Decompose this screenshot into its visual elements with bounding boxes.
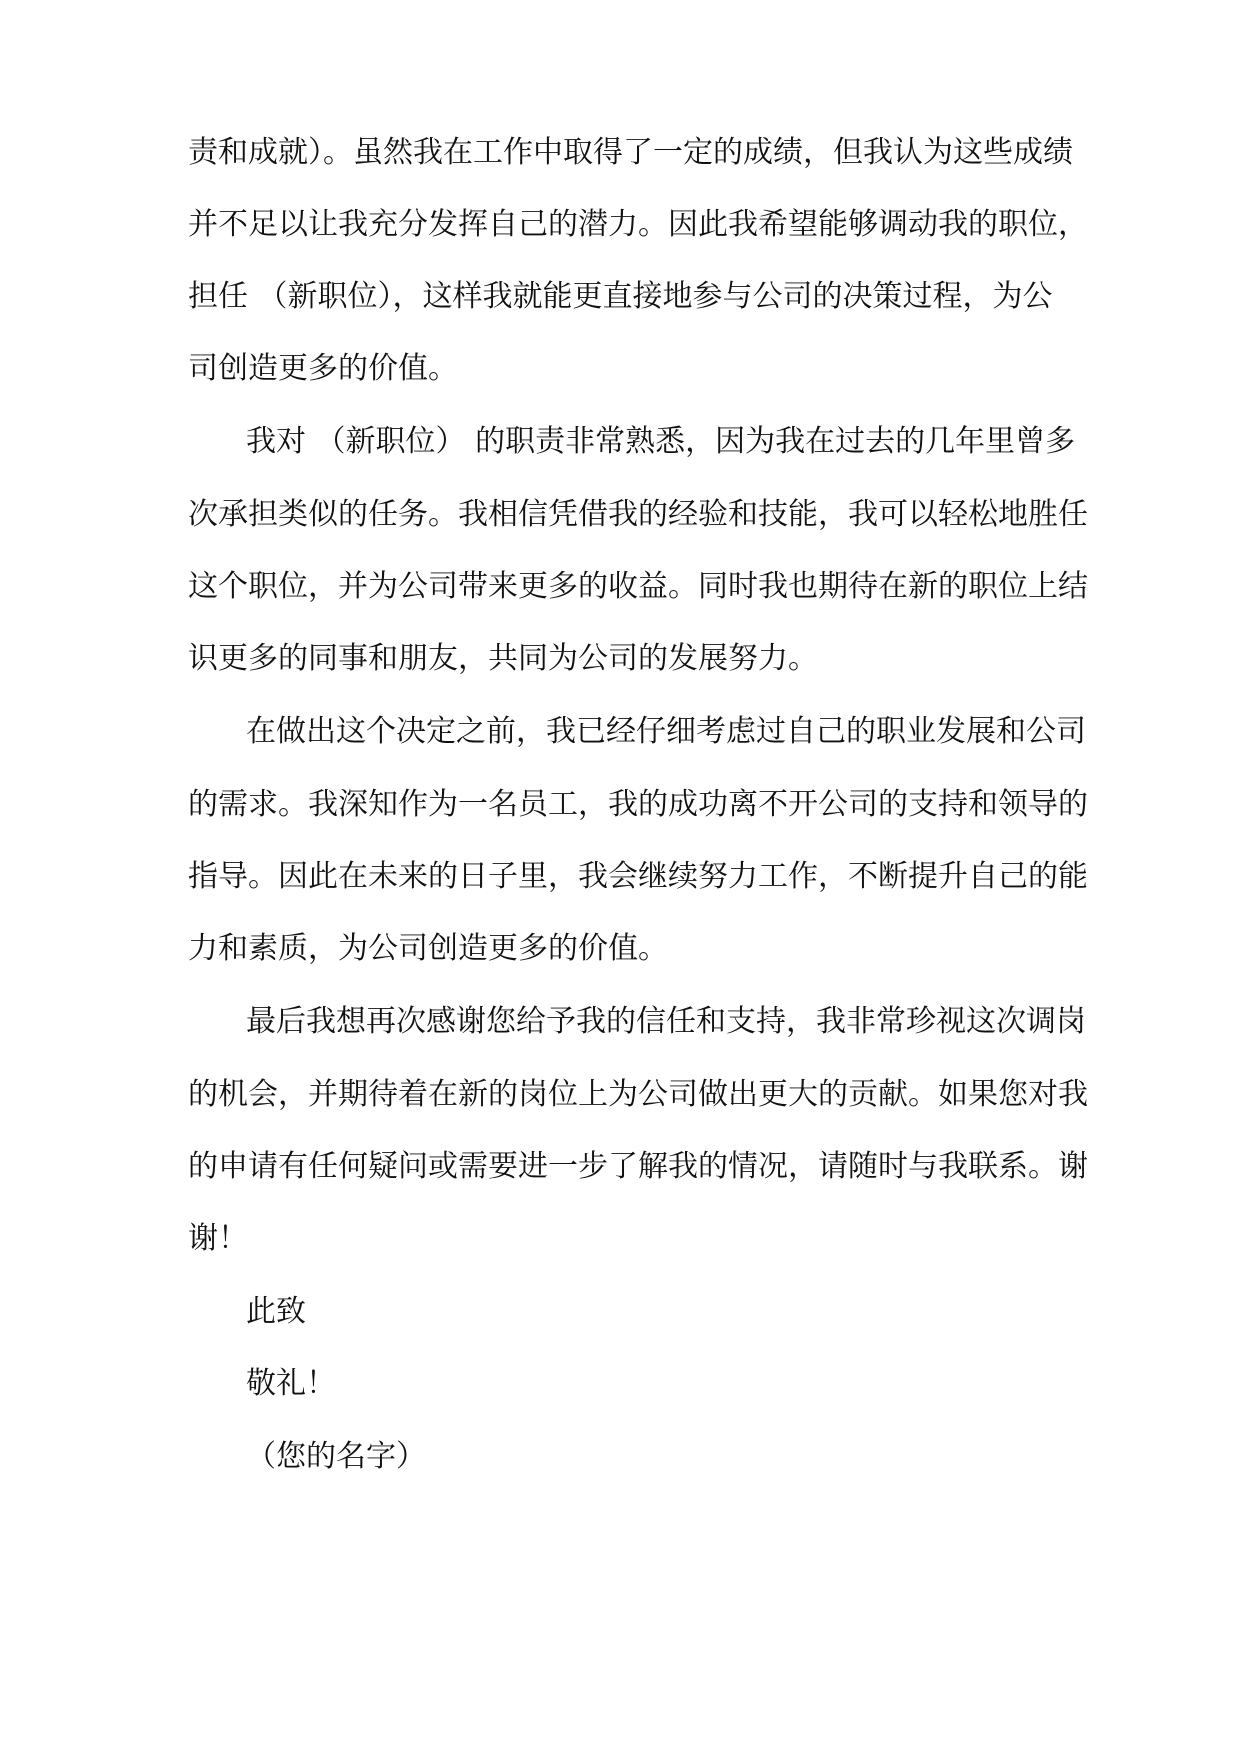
text-line-content: 的申请有任何疑问或需要进一步了解我的情况，请随时与我联系。谢 xyxy=(188,1149,1088,1184)
text-line xyxy=(0,1142,1241,1192)
closing-salutation xyxy=(0,1287,1241,1337)
text-line xyxy=(0,780,1241,830)
text-line xyxy=(0,128,1241,178)
signature-placeholder xyxy=(0,1432,1241,1482)
closing-salutation-text: 此致 xyxy=(246,1294,306,1329)
text-line-content: 并不足以让我充分发挥自己的潜力。因此我希望能够调动我的职位， xyxy=(188,207,1088,242)
text-line xyxy=(0,924,1241,974)
text-line xyxy=(0,1070,1241,1120)
text-line-content: 次承担类似的任务。我相信凭借我的经验和技能，我可以轻松地胜任 xyxy=(188,497,1088,532)
text-line-content: 指导。因此在未来的日子里，我会继续努力工作，不断提升自己的能 xyxy=(188,859,1088,894)
text-line-content: 的需求。我深知作为一名员工，我的成功离不开公司的支持和领导的 xyxy=(188,787,1088,822)
text-line-content: 担任 （新职位），这样我就能更直接地参与公司的决策过程，为公 xyxy=(188,279,1053,314)
text-line-content: 责和成就）。虽然我在工作中取得了一定的成绩，但我认为这些成绩 xyxy=(188,135,1073,170)
text-line xyxy=(0,490,1241,540)
text-line xyxy=(0,417,1241,467)
text-line xyxy=(0,562,1241,612)
text-line xyxy=(0,1214,1241,1264)
text-line-content: 最后我想再次感谢您给予我的信任和支持，我非常珍视这次调岗 xyxy=(246,1004,1086,1039)
text-line-content: 这个职位，并为公司带来更多的收益。同时我也期待在新的职位上结 xyxy=(188,569,1088,604)
text-line xyxy=(0,272,1241,322)
text-line-content: 识更多的同事和朋友，共同为公司的发展努力。 xyxy=(188,641,818,676)
text-line-content: 司创造更多的价值。 xyxy=(188,351,458,386)
text-line-content: 谢！ xyxy=(188,1221,248,1256)
text-line-content: 力和素质，为公司创造更多的价值。 xyxy=(188,931,668,966)
text-line xyxy=(0,344,1241,394)
text-line-content: 我对 （新职位） 的职责非常熟悉，因为我在过去的几年里曾多 xyxy=(246,424,1076,459)
signature-placeholder-text: （您的名字） xyxy=(246,1439,426,1474)
text-line xyxy=(0,997,1241,1047)
closing-regards xyxy=(0,1359,1241,1409)
text-line xyxy=(0,852,1241,902)
text-line xyxy=(0,634,1241,684)
text-line-content: 在做出这个决定之前，我已经仔细考虑过自己的职业发展和公司 xyxy=(246,714,1086,749)
closing-regards-text: 敬礼！ xyxy=(246,1366,336,1401)
text-line xyxy=(0,200,1241,250)
text-line xyxy=(0,707,1241,757)
text-line-content: 的机会，并期待着在新的岗位上为公司做出更大的贡献。如果您对我 xyxy=(188,1077,1088,1112)
